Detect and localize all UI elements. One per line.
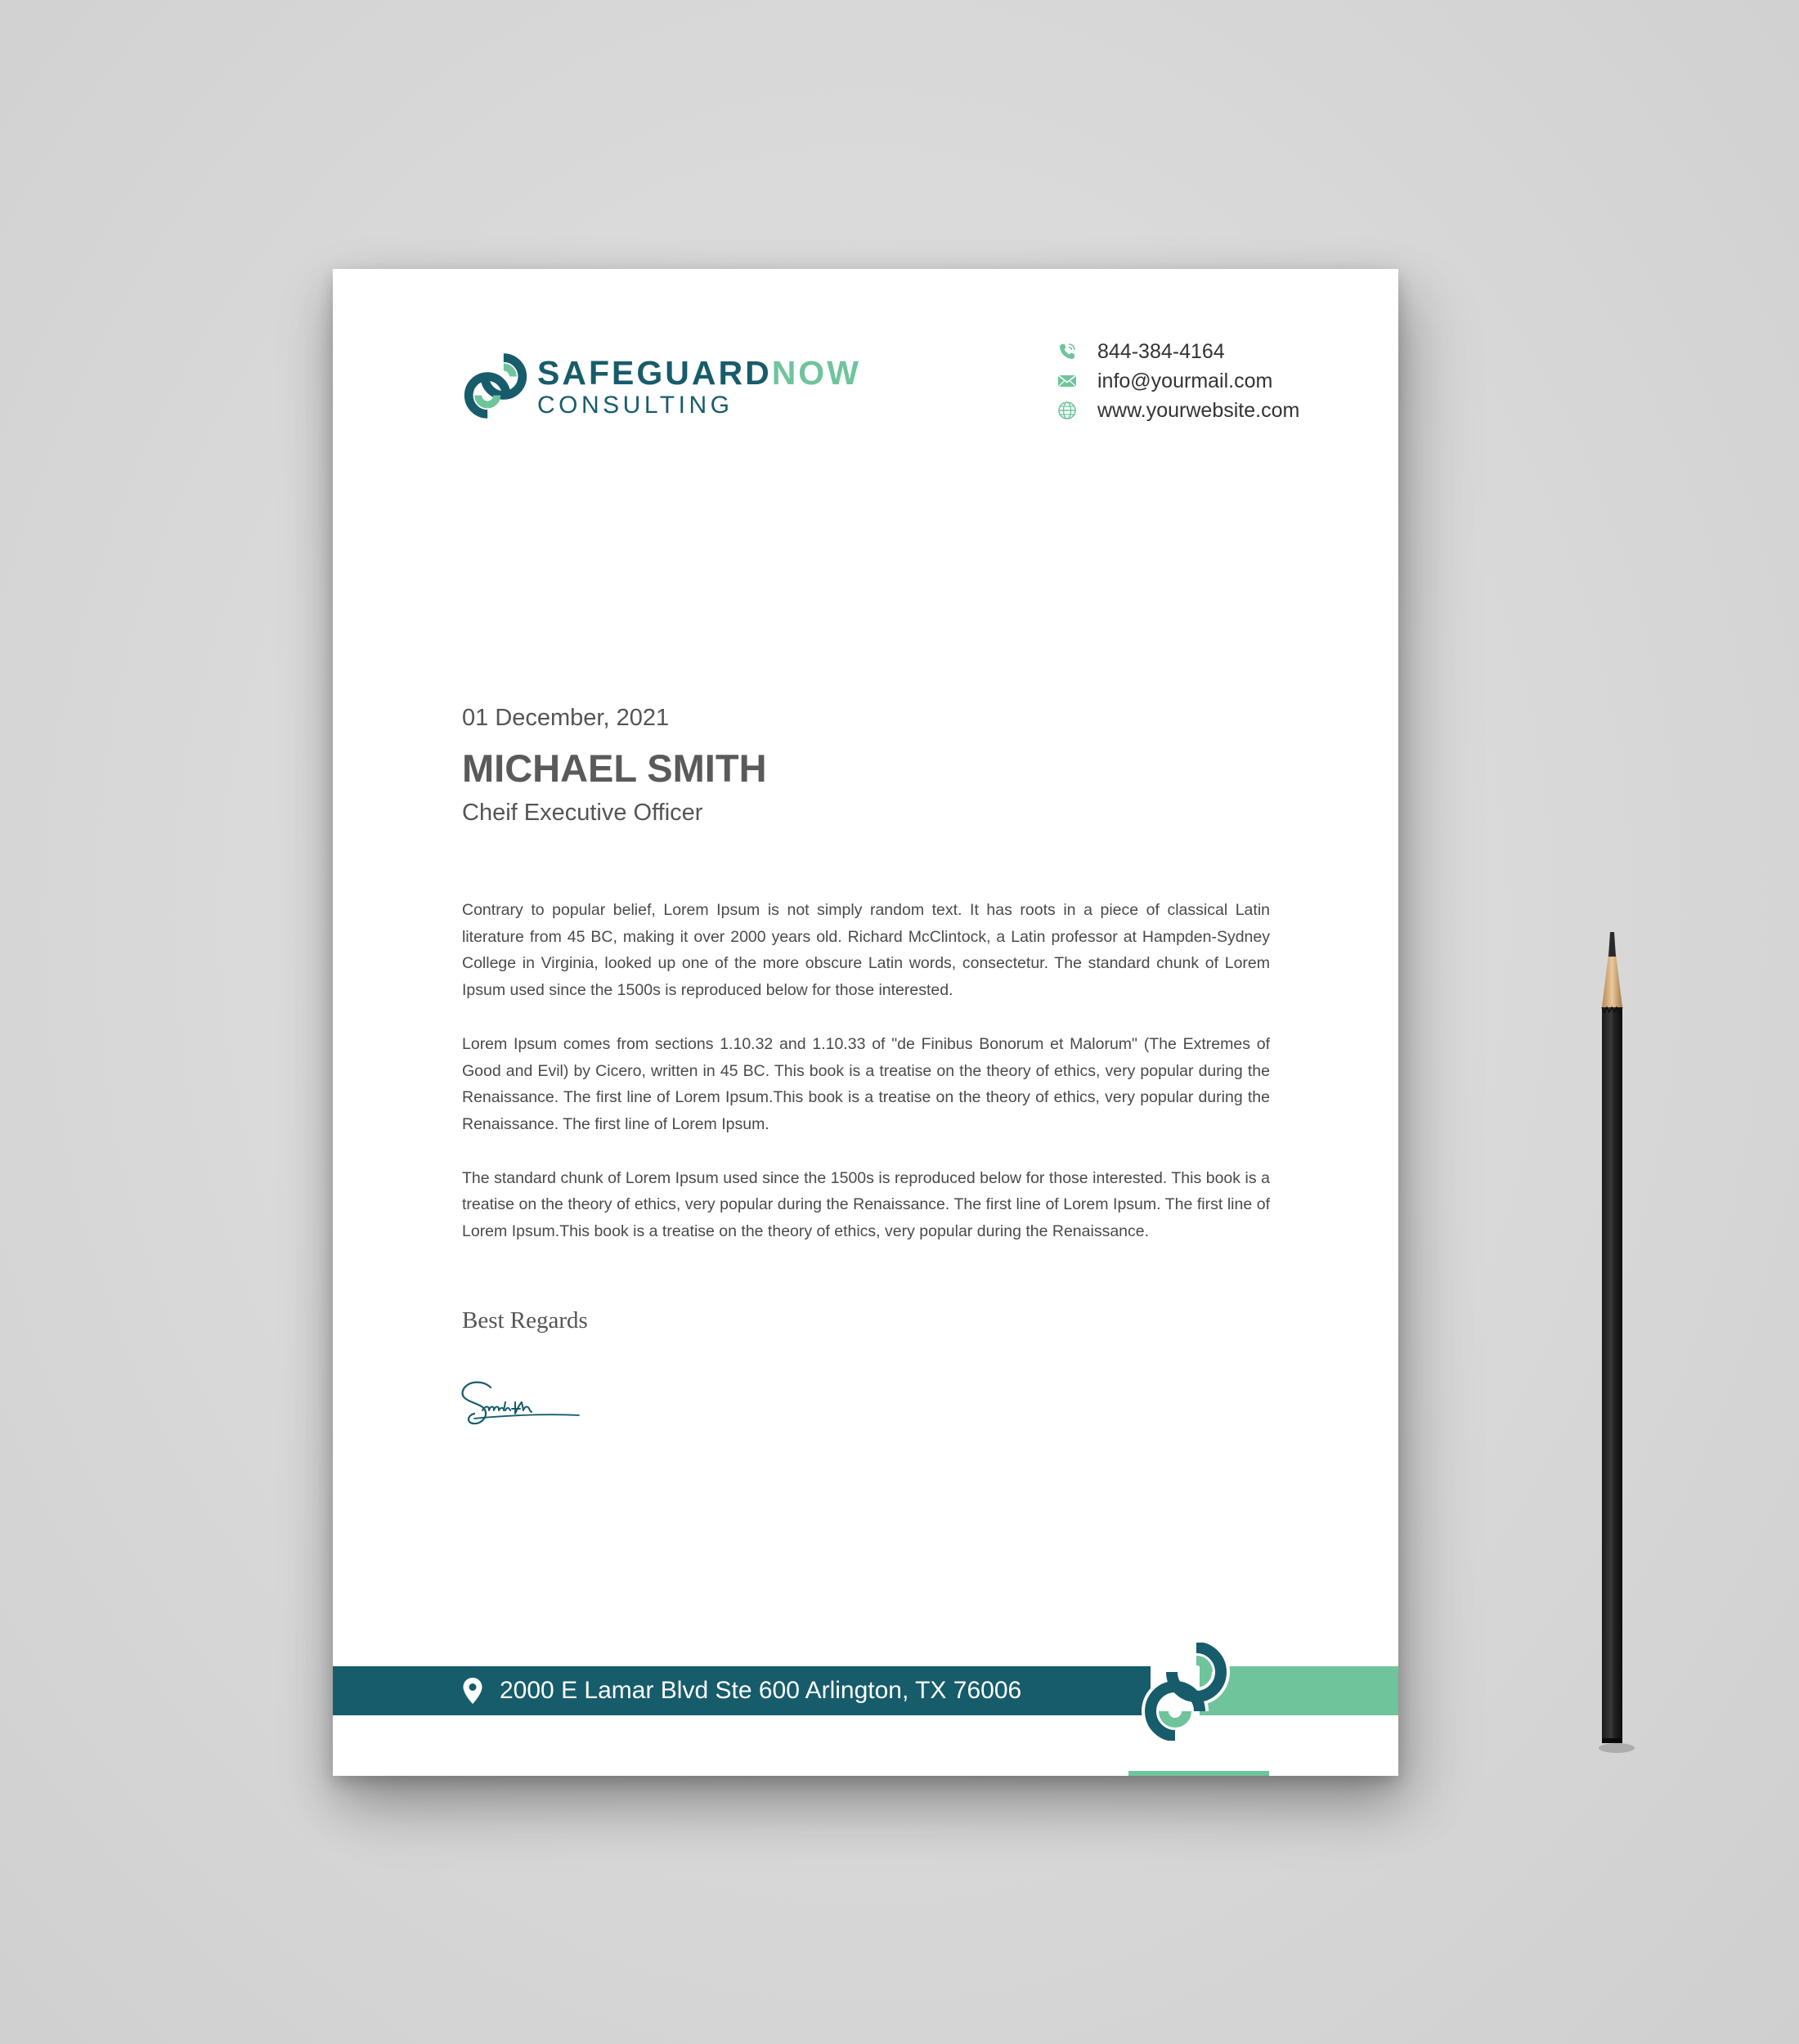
email-address: info@yourmail.com	[1097, 369, 1273, 392]
letter-date: 01 December, 2021	[462, 705, 670, 731]
brand-subtitle: CONSULTING	[537, 392, 734, 419]
closing-text: Best Regards	[462, 1307, 588, 1334]
body-paragraph: Lorem Ipsum comes from sections 1.10.32 and 1.10.33 of "de Finibus Bonorum et Malorum" (The Extremes of Good and Evil) by Cicero, written in 45 BC. This book is a treatise on the theory of ethics, very popular during the Renaissance. The first line of Lorem Ipsum.This book is a treatise on the theory of ethics, very popular during the Renaissance. The first line of Lorem Ipsum.	[462, 1034, 1270, 1133]
address-text: 2000 E Lamar Blvd Ste 600 Arlington, TX 76006	[500, 1677, 1022, 1704]
phone-icon	[1057, 341, 1078, 362]
footer-logo-mark-icon	[1133, 1643, 1239, 1741]
brand-name-accent: NOW	[771, 354, 861, 392]
pencil	[1589, 932, 1638, 1758]
body-paragraph: The standard chunk of Lorem Ipsum used since the 1500s is reproduced below for those interested. This book is a treatise on the theory of ethics, very popular during the Renaissance. The first line of Lorem Ipsum. The first line of Lorem Ipsum.This book is a treatise on the theory of ethics, very popular during the Renaissance.	[462, 1168, 1270, 1241]
brand-name-primary: SAFEGUARD	[537, 354, 772, 392]
mail-icon	[1057, 370, 1078, 392]
letter-body	[462, 897, 1270, 1272]
phone-number: 844-384-4164	[1097, 339, 1225, 363]
contact-email	[1057, 366, 1384, 396]
letterhead-page	[333, 269, 1398, 1776]
recipient-title: Cheif Executive Officer	[462, 800, 703, 826]
globe-icon	[1057, 400, 1078, 421]
logo-mark-icon	[462, 352, 529, 419]
location-pin-icon	[462, 1677, 483, 1705]
footer-address	[462, 1666, 1021, 1715]
recipient-name: MICHAEL SMITH	[462, 746, 767, 790]
contact-phone	[1057, 337, 1384, 366]
body-paragraph: Contrary to popular belief, Lorem Ipsum is not simply random text. It has roots in a piece of classical Latin literature from 45 BC, making it over 2000 years old. Richard McClintock, a Latin professor at Hampden-Sydney College in Virginia, looked up one of the more obscure Latin words, consectetur. The standard chunk of Lorem Ipsum used since the 1500s is reproduced below for those interested.	[462, 901, 1270, 1000]
handwritten-signature	[458, 1373, 581, 1434]
contact-website	[1057, 396, 1384, 425]
contact-block	[1057, 337, 1384, 425]
website-url: www.yourwebsite.com	[1097, 398, 1300, 422]
bottom-accent-strip	[1128, 1771, 1269, 1776]
company-logo	[462, 351, 887, 424]
